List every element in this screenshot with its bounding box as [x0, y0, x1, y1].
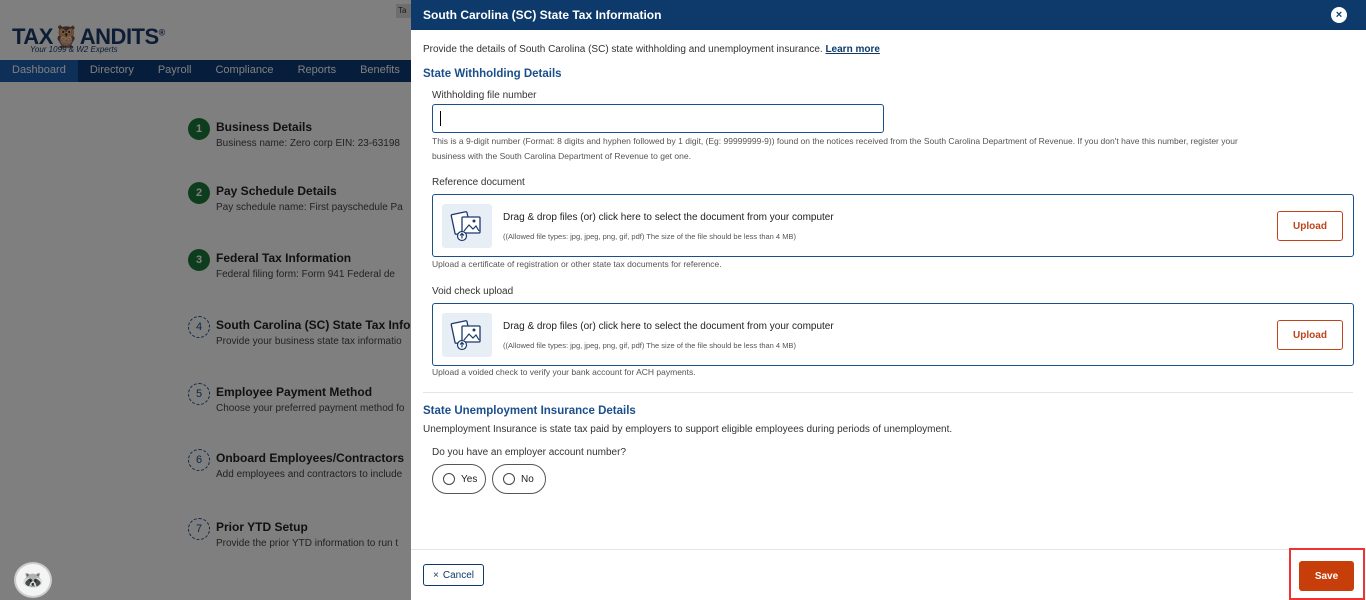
- dropzone-instruction: Drag & drop files (or) click here to select the document from your computer: [503, 321, 834, 332]
- void-check-upload-button[interactable]: Upload: [1277, 320, 1343, 350]
- dropzone-instruction: Drag & drop files (or) click here to select the document from your computer: [503, 212, 834, 223]
- employer-account-question: Do you have an employer account number?: [432, 447, 627, 458]
- withholding-section-title: State Withholding Details: [423, 68, 562, 80]
- withholding-file-number-input[interactable]: [432, 104, 884, 133]
- dropzone-file-types: ((Allowed file types: jpg, jpeg, png, gif, pdf) The size of the file should be less than 4 MB): [503, 232, 796, 241]
- reference-helper-text: Upload a certificate of registration or other state tax documents for reference.: [432, 259, 722, 269]
- unemployment-section-title: State Unemployment Insurance Details: [423, 405, 636, 417]
- intro-text: [423, 44, 880, 55]
- void-check-dropzone[interactable]: [432, 303, 1354, 366]
- radio-yes-label: Yes: [461, 473, 478, 485]
- cancel-x-icon: ×: [433, 569, 439, 581]
- radio-circle-icon: [503, 473, 515, 485]
- radio-no-label: No: [521, 473, 534, 485]
- drawer-title: South Carolina (SC) State Tax Information: [423, 8, 662, 22]
- radio-circle-icon: [443, 473, 455, 485]
- withholding-field-label: Withholding file number: [432, 90, 537, 101]
- text-caret: [440, 111, 441, 126]
- reference-upload-button[interactable]: Upload: [1277, 211, 1343, 241]
- void-check-label: Void check upload: [432, 286, 514, 297]
- intro-description: Provide the details of South Carolina (SC) state withholding and unemployment insurance.: [423, 44, 823, 55]
- radio-no[interactable]: [492, 464, 546, 494]
- file-upload-icon: [442, 204, 492, 248]
- reference-document-label: Reference document: [432, 177, 525, 188]
- dropzone-file-types: ((Allowed file types: jpg, jpeg, png, gif, pdf) The size of the file should be less than 4 MB): [503, 341, 796, 350]
- section-divider: [423, 392, 1353, 393]
- drawer-footer: [411, 549, 1366, 600]
- cancel-button[interactable]: [423, 564, 484, 586]
- save-button[interactable]: Save: [1299, 561, 1354, 591]
- chat-mascot-icon[interactable]: 🦝: [14, 562, 52, 598]
- radio-yes[interactable]: [432, 464, 486, 494]
- learn-more-link[interactable]: Learn more: [825, 44, 880, 55]
- withholding-helper-line1: This is a 9-digit number (Format: 8 digits and hyphen followed by 1 digit, (Eg: 99999999-9)) found on the notices received from the South Carolina Department of Revenue. If you don't have this number, register your: [432, 136, 1238, 146]
- withholding-helper-line2: business with the South Carolina Department of Revenue to get one.: [432, 151, 691, 161]
- state-tax-drawer: [411, 0, 1366, 600]
- reference-document-dropzone[interactable]: [432, 194, 1354, 257]
- close-icon[interactable]: ×: [1331, 7, 1347, 23]
- cancel-label: Cancel: [442, 569, 474, 581]
- void-check-helper-text: Upload a voided check to verify your bank account for ACH payments.: [432, 367, 696, 377]
- file-upload-icon: [442, 313, 492, 357]
- withholding-helper-text: [432, 134, 1357, 164]
- drawer-header: [411, 0, 1366, 30]
- unemployment-description: Unemployment Insurance is state tax paid by employers to support eligible employees during periods of unemployment.: [423, 424, 953, 435]
